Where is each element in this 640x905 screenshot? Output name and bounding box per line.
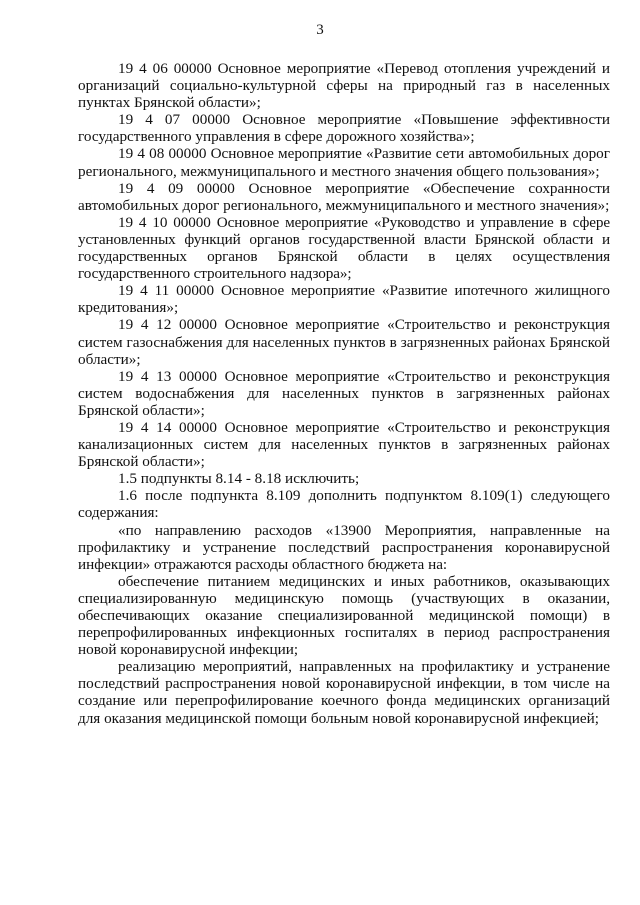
paragraph-19-4-08: 19 4 08 00000 Основное мероприятие «Развитие сети автомобильных дорог регионального, межмуниципального и местного значения общего пользования»; [78, 145, 610, 180]
paragraph-19-4-06: 19 4 06 00000 Основное мероприятие «Перевод отопления учреждений и организаций социально-культурной сферы на природный газ в населенных пунктах Брянской области»; [78, 60, 610, 112]
paragraph-quote-13900: «по направлению расходов «13900 Мероприятия, направленные на профилактику и устранение последствий распространения коронавирусной инфекции» отражаются расходы областного бюджета на: [78, 521, 610, 573]
paragraph-19-4-07: 19 4 07 00000 Основное мероприятие «Повышение эффективности государственного управления в сфере дорожного хозяйства»; [78, 111, 610, 146]
paragraph-1-5: 1.5 подпункты 8.14 - 8.18 исключить; [118, 470, 360, 488]
paragraph-19-4-12: 19 4 12 00000 Основное мероприятие «Строительство и реконструкция систем газоснабжения для населенных пунктов в загрязненных районах Брянской области»; [78, 316, 610, 368]
paragraph-19-4-10: 19 4 10 00000 Основное мероприятие «Руководство и управление в сфере установленных функций органов государственной власти Брянской области и государственных органов Брянской области в целях осуществления государственного строительного надзора»; [78, 213, 610, 283]
paragraph-prevention-measures: реализацию мероприятий, направленных на профилактику и устранение последствий распространения новой коронавирусной инфекции, в том числе на создание или перепрофилирование коечного фонда медицинских организаций для оказания медицинской помощи больным новой коронавирусной инфекцией; [78, 658, 610, 727]
paragraph-1-6: 1.6 после подпункта 8.109 дополнить подпунктом 8.109(1) следующего содержания: [78, 487, 610, 522]
page-number: 3 [316, 22, 324, 38]
document-body [78, 60, 610, 727]
paragraph-19-4-14: 19 4 14 00000 Основное мероприятие «Строительство и реконструкция канализационных систем для населенных пунктов в загрязненных районах Брянской области»; [78, 418, 610, 471]
paragraph-19-4-11: 19 4 11 00000 Основное мероприятие «Развитие ипотечного жилищного кредитования»; [78, 282, 610, 317]
paragraph-meals-provision: обеспечение питанием медицинских и иных работников, оказывающих специализированную медицинскую помощь (участвующих в оказании, обеспечивающих оказание специализированной медицинской помощи) в перепрофилированных инфекционных госпиталях в период распространения новой коронавирусной инфекции; [78, 572, 610, 659]
paragraph-19-4-13: 19 4 13 00000 Основное мероприятие «Строительство и реконструкция систем водоснабжения для населенных пунктов в загрязненных районах Брянской области»; [78, 367, 610, 419]
paragraph-19-4-09: 19 4 09 00000 Основное мероприятие «Обеспечение сохранности автомобильных дорог регионального, межмуниципального и местного значения»; [78, 179, 610, 214]
